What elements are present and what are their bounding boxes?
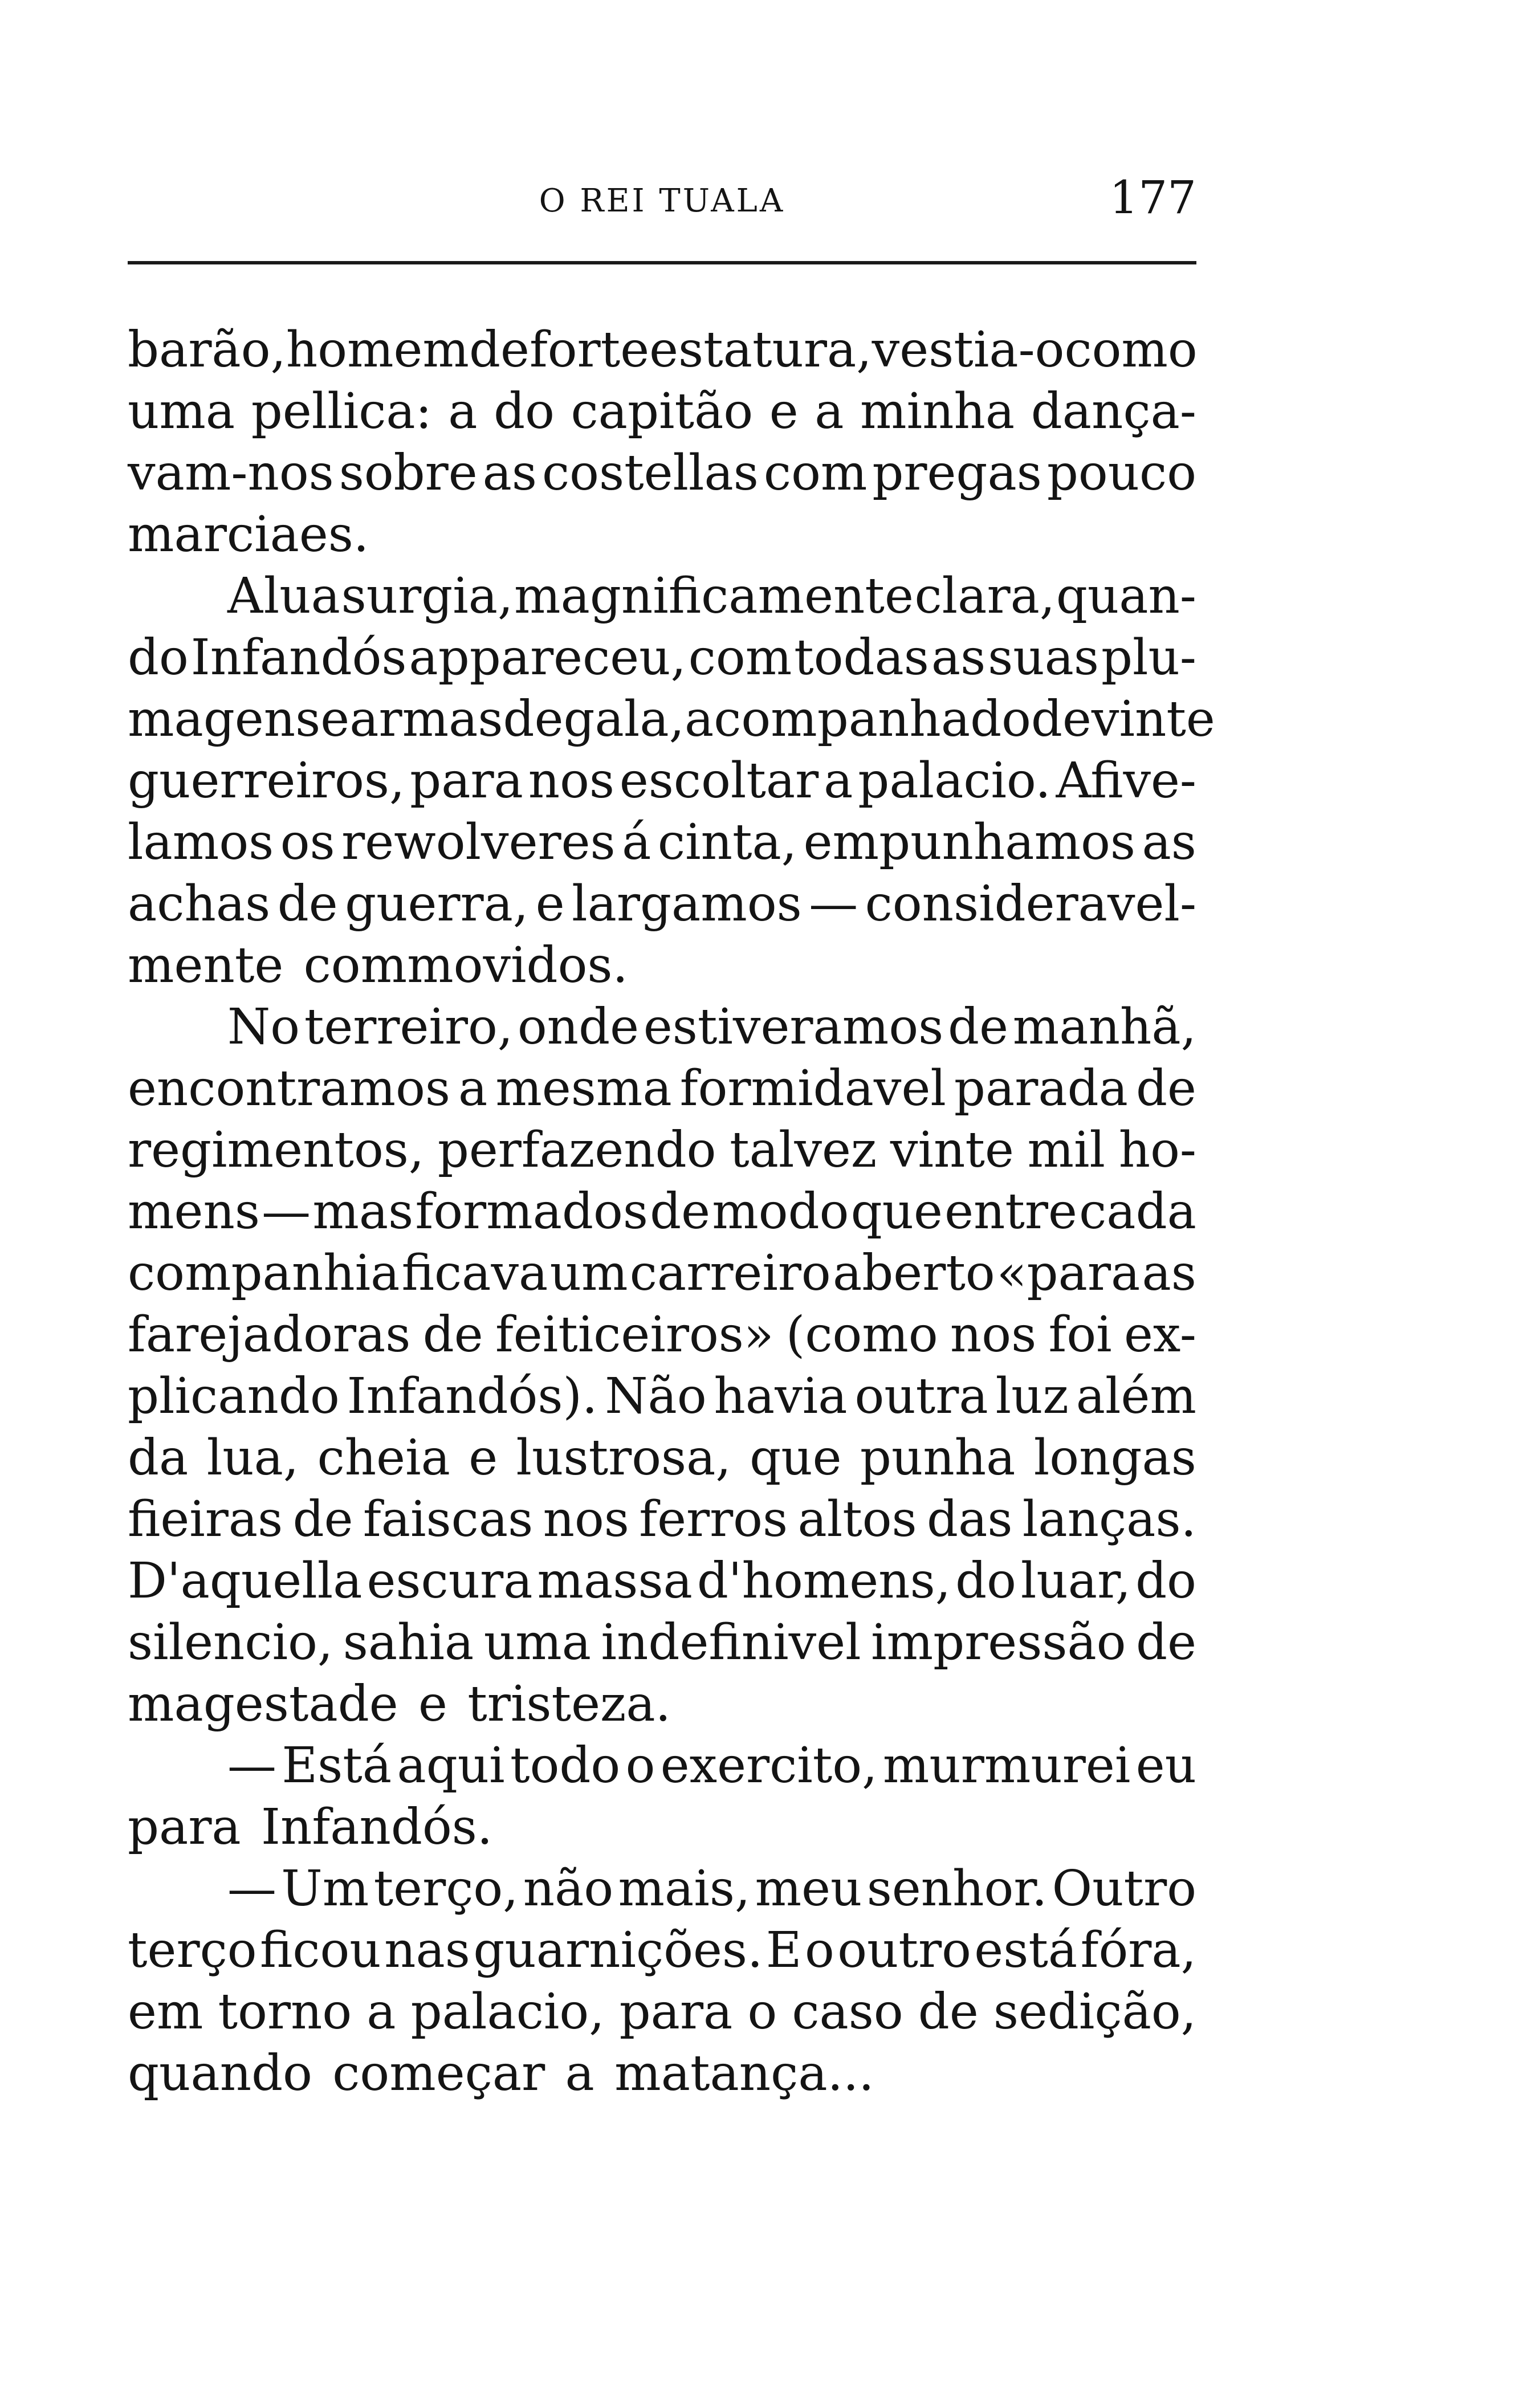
word: sedição, (993, 1983, 1196, 2040)
word: capitão (571, 383, 754, 440)
word: suas (988, 629, 1100, 686)
word: Está (282, 1737, 392, 1794)
word: das (927, 1491, 1013, 1548)
word: outro (837, 1922, 971, 1979)
text-line (128, 996, 1196, 1058)
word: estiveramos (643, 999, 944, 1056)
word: Afive- (1056, 752, 1196, 809)
word: outra (854, 1368, 988, 1425)
word: cheia (317, 1429, 450, 1486)
word: ho- (1118, 1122, 1196, 1179)
word: não (523, 1860, 614, 1917)
word: forte (529, 321, 650, 378)
word: do (1135, 1553, 1196, 1610)
word: meu (755, 1860, 862, 1917)
word: a (824, 752, 853, 809)
word: senhor. (866, 1860, 1048, 1917)
word: luar, (1020, 1553, 1131, 1610)
text-line (128, 442, 1196, 504)
word: de (422, 1306, 483, 1363)
word: d'homens, (697, 1553, 951, 1610)
word: altos (797, 1491, 917, 1548)
word: do (955, 1553, 1016, 1610)
word: acompanhado (684, 691, 1031, 748)
word: largamos (572, 875, 802, 932)
word: estatura, (649, 321, 872, 378)
word: á (622, 814, 651, 871)
word: palacio. (858, 752, 1051, 809)
text-line (128, 1796, 1196, 1858)
word: mais, (618, 1860, 751, 1917)
word: todas (794, 629, 929, 686)
word: escoltar (619, 752, 819, 809)
word: quan- (1056, 568, 1196, 625)
word: a (815, 383, 844, 440)
word: além (1076, 1368, 1196, 1425)
header-rule (128, 261, 1196, 264)
word: achas (128, 875, 271, 932)
word: de (503, 691, 564, 748)
page-number: 177 (1109, 171, 1196, 224)
text-line (128, 750, 1196, 812)
word: guerreiros, (128, 752, 405, 809)
word: de (469, 321, 530, 378)
word: clara, (914, 568, 1056, 625)
word: punha (860, 1429, 1016, 1486)
text-line (128, 1673, 1196, 1735)
word: companhia (128, 1245, 400, 1302)
word: vam-nos (128, 445, 334, 502)
word: nos (528, 752, 615, 809)
body-text (128, 319, 1215, 2104)
word: nos (950, 1306, 1037, 1363)
word: as (482, 445, 537, 502)
word: os (280, 814, 335, 871)
word: magnificamente (514, 568, 914, 625)
text-line (128, 935, 1196, 996)
text-line (128, 627, 1196, 688)
running-title: O REI TUALA (539, 182, 785, 219)
word: em (128, 1983, 203, 2040)
word: parada (954, 1060, 1128, 1117)
word: lua (263, 568, 340, 625)
word: lustrosa, (516, 1429, 731, 1486)
text-line-content: quando começar a matança... (128, 2045, 874, 2102)
word: costellas (542, 445, 759, 502)
word: — (227, 1737, 276, 1794)
word: plu- (1101, 629, 1196, 686)
word: de (292, 1491, 353, 1548)
text-line (128, 1612, 1196, 1673)
text-line (128, 1366, 1196, 1427)
word: terço, (373, 1860, 519, 1917)
word: pregas (872, 445, 1042, 502)
word: do (494, 383, 555, 440)
word: — (227, 1860, 276, 1917)
word: Infandós (190, 629, 407, 686)
word: para (410, 752, 523, 809)
word: formidavel (679, 1060, 946, 1117)
word: surgia, (341, 568, 514, 625)
word: ex- (1123, 1306, 1196, 1363)
word: A (227, 568, 263, 625)
word: fieiras (128, 1491, 283, 1548)
word: vinte (1091, 691, 1215, 748)
text-line (128, 1981, 1196, 2043)
word: Um (281, 1860, 369, 1917)
word: palacio, (410, 1983, 605, 2040)
text-line (128, 1427, 1196, 1489)
word: mas (312, 1183, 414, 1240)
text-line (128, 504, 1196, 565)
word: e (469, 1429, 498, 1486)
word: com (763, 445, 868, 502)
word: e (320, 691, 350, 748)
word: Não (605, 1368, 707, 1425)
word: a (448, 383, 478, 440)
word: da (128, 1429, 189, 1486)
word: dança- (1031, 383, 1196, 440)
word: uma (483, 1614, 592, 1671)
word: uma (128, 383, 235, 440)
word: appareceu, (409, 629, 686, 686)
word: de (918, 1983, 979, 2040)
word: o (805, 1922, 834, 1979)
text-line (128, 565, 1196, 627)
word: guerra, (345, 875, 529, 932)
word: exercito, (660, 1737, 878, 1794)
word: torno (218, 1983, 352, 2040)
word: as (931, 629, 986, 686)
text-line (128, 1181, 1196, 1242)
word: — (262, 1183, 311, 1240)
text-line (128, 1304, 1196, 1366)
word: cinta, (657, 814, 797, 871)
word: vestia-o (872, 321, 1065, 378)
text-line (128, 319, 1196, 381)
text-line-content: magestade e tristeza. (128, 1676, 671, 1733)
word: mesma (495, 1060, 672, 1117)
word: homem (286, 321, 469, 378)
word: todo (510, 1737, 621, 1794)
word: regimentos, (128, 1122, 425, 1179)
word: carreiro (629, 1245, 831, 1302)
word: guarnições. (473, 1922, 763, 1979)
word: consideravel- (865, 875, 1196, 932)
text-line (128, 2043, 1196, 2104)
word: longas (1033, 1429, 1196, 1486)
text-line-content: para Infandós. (128, 1799, 493, 1856)
text-line (128, 1735, 1196, 1796)
word: Outro (1052, 1860, 1196, 1917)
word: farejadoras (128, 1306, 411, 1363)
word: E (765, 1922, 802, 1979)
word: a (458, 1060, 488, 1117)
word: vinte (890, 1122, 1014, 1179)
word: terreiro, (304, 999, 514, 1056)
word: armas (349, 691, 503, 748)
text-line (128, 873, 1196, 935)
text-line (128, 1242, 1196, 1304)
word: que (850, 1183, 943, 1240)
text-line (128, 1119, 1196, 1181)
word: a (367, 1983, 396, 2040)
word: de (1136, 1614, 1196, 1671)
word: magens (128, 691, 321, 748)
word: do (128, 629, 189, 686)
word: o (747, 1983, 777, 2040)
word: gala, (563, 691, 685, 748)
word: de (650, 1183, 711, 1240)
word: sahia (343, 1614, 474, 1671)
word: de (948, 999, 1008, 1056)
word: de (1135, 1060, 1196, 1117)
word: mil (1027, 1122, 1106, 1179)
word: (como (785, 1306, 938, 1363)
word: terço (128, 1922, 257, 1979)
word: talvez (730, 1122, 877, 1179)
word: fóra, (1080, 1922, 1196, 1979)
word: que (750, 1429, 842, 1486)
word: murmurei (882, 1737, 1131, 1794)
word: onde (517, 999, 640, 1056)
text-line (128, 688, 1215, 750)
word: feiticeiros» (495, 1306, 774, 1363)
word: caso (792, 1983, 903, 2040)
word: ferros (639, 1491, 788, 1548)
word: D'aquella (128, 1553, 363, 1610)
word: plicando (128, 1368, 340, 1425)
word: barão, (128, 321, 286, 378)
word: lanças. (1022, 1491, 1196, 1548)
word: as (1142, 814, 1196, 871)
word: encontramos (128, 1060, 451, 1117)
word: com (688, 629, 792, 686)
word: sobre (339, 445, 478, 502)
word: de (1031, 691, 1092, 748)
word: formados (415, 1183, 648, 1240)
text-line-content: mente commovidos. (128, 937, 628, 994)
word: lamos (128, 814, 274, 871)
word: perfazendo (437, 1122, 716, 1179)
word: Infandós). (347, 1368, 598, 1425)
word: o (625, 1737, 655, 1794)
text-line (128, 381, 1196, 442)
word: modo (712, 1183, 849, 1240)
word: e (769, 383, 799, 440)
word: silencio, (128, 1614, 333, 1671)
word: lua, (206, 1429, 299, 1486)
word: ficava (401, 1245, 548, 1302)
word: — (809, 875, 858, 932)
word: entre (944, 1183, 1077, 1240)
word: como (1064, 321, 1198, 378)
word: luz (995, 1368, 1069, 1425)
text-line (128, 1550, 1196, 1612)
word: indefinivel (601, 1614, 861, 1671)
text-line-content: marciaes. (128, 506, 369, 563)
word: faiscas (363, 1491, 534, 1548)
text-line (128, 1920, 1196, 1981)
word: um (549, 1245, 628, 1302)
word: rewolveres (341, 814, 616, 871)
word: aberto (832, 1245, 995, 1302)
text-line (128, 1489, 1196, 1550)
word: mens (128, 1183, 260, 1240)
word: No (227, 999, 300, 1056)
word: pellica: (251, 383, 432, 440)
text-line (128, 1858, 1196, 1920)
page-header (128, 171, 1196, 239)
word: empunhamos (803, 814, 1136, 871)
word: massa (537, 1553, 693, 1610)
word: ficou (259, 1922, 381, 1979)
word: minha (860, 383, 1015, 440)
word: para (619, 1983, 733, 2040)
word: nos (543, 1491, 629, 1548)
word: havia (714, 1368, 848, 1425)
text-line (128, 1058, 1196, 1119)
word: impressão (871, 1614, 1126, 1671)
word: eu (1135, 1737, 1196, 1794)
word: «para (996, 1245, 1141, 1302)
word: aqui (397, 1737, 505, 1794)
word: e (535, 875, 565, 932)
word: manhã, (1012, 999, 1196, 1056)
word: está (974, 1922, 1078, 1979)
word: pouco (1046, 445, 1196, 502)
word: nas (384, 1922, 470, 1979)
word: de (277, 875, 338, 932)
word: foi (1048, 1306, 1112, 1363)
word: as (1142, 1245, 1196, 1302)
word: cada (1079, 1183, 1196, 1240)
word: escura (367, 1553, 533, 1610)
text-line (128, 812, 1196, 873)
